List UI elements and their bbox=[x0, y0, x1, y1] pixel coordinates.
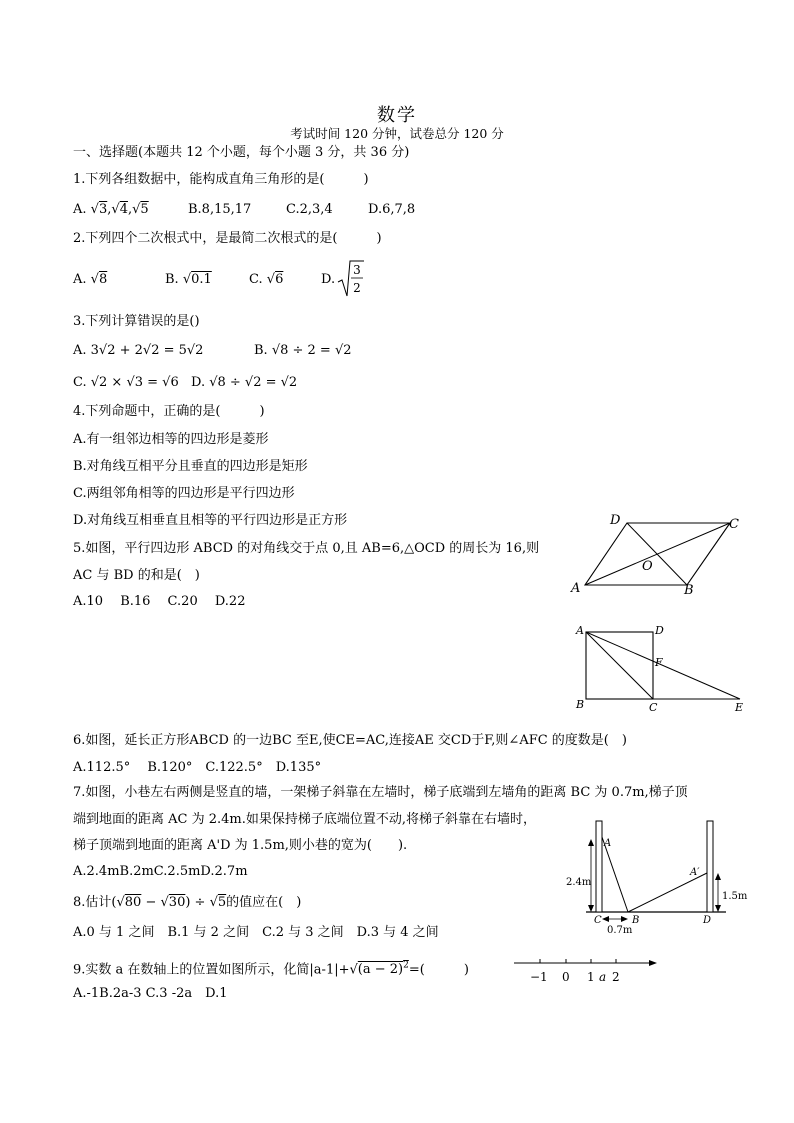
radicand: 30 bbox=[168, 895, 186, 910]
fraction-numerator: 3 bbox=[353, 263, 361, 277]
label-c: C bbox=[649, 701, 658, 714]
question-5-line-1: 5.如图，平行四边形 ABCD 的对角线交于点 0,且 AB=6,△OCD 的周长为 16,则 bbox=[73, 541, 540, 556]
label-e: E bbox=[735, 701, 744, 714]
radicand: 80 bbox=[124, 895, 142, 910]
question-9-stem bbox=[73, 958, 469, 978]
question-8-stem: 8.估计(√80 − √30) ÷ √5的值应在( ) bbox=[73, 895, 302, 910]
tick-0: 0 bbox=[562, 970, 570, 984]
question-7-line-1: 7.如图，小巷左右两侧是竖直的墙，一架梯子斜靠在左墙时，梯子底端到左墙角的距离 BC 为 0.7m,梯子顶 bbox=[73, 785, 688, 800]
number-line-figure bbox=[510, 953, 660, 987]
label-a: A bbox=[571, 581, 581, 596]
question-3-option-c: C. √2 × √3 = √6 bbox=[73, 375, 179, 390]
radicand: 6 bbox=[275, 272, 284, 287]
option-label: A. bbox=[73, 202, 87, 217]
label-b: B bbox=[684, 583, 694, 598]
option-label: B. bbox=[165, 272, 179, 287]
radical: √6 bbox=[266, 272, 284, 287]
question-1-option-a: A. √3,√4,√5 bbox=[73, 202, 149, 217]
question-5-line-2: AC 与 BD 的和是( ) bbox=[73, 568, 200, 583]
stem-prefix: 9.实数 a 在数轴上的位置如图所示，化简|a-1|+ bbox=[73, 962, 350, 978]
option-label: C. bbox=[249, 272, 263, 287]
option-label: A. bbox=[73, 272, 87, 287]
tick-minus-1: −1 bbox=[530, 970, 548, 984]
exam-info: 考试时间 120 分钟，试卷总分 120 分 bbox=[290, 126, 504, 141]
parallelogram-figure bbox=[565, 510, 755, 600]
label-d: D bbox=[703, 915, 712, 926]
radicand: 5 bbox=[140, 202, 149, 217]
question-9-options: A.-1B.2a-3 C.3 -2a D.1 bbox=[73, 986, 228, 1001]
label-o: O bbox=[642, 559, 653, 574]
label-b: B bbox=[632, 915, 640, 926]
square-extension-figure bbox=[570, 620, 755, 715]
tick-2: 2 bbox=[612, 970, 620, 984]
question-2-option-d-fraction-radical bbox=[336, 258, 366, 300]
label-d: D bbox=[610, 513, 621, 528]
radical: √8 bbox=[90, 272, 108, 287]
question-7-options: A.2.4mB.2mC.2.5mD.2.7m bbox=[73, 864, 248, 879]
question-3-option-b: B. √8 ÷ 2 = √2 bbox=[254, 343, 352, 358]
label-d: D bbox=[655, 624, 664, 637]
question-4-option-b: B.对角线互相平分且垂直的四边形是矩形 bbox=[73, 459, 308, 474]
radicand-base: (a − 2) bbox=[357, 962, 404, 978]
question-3-option-d: D. √8 ÷ √2 = √2 bbox=[191, 375, 298, 390]
question-3-stem: 3.下列计算错误的是() bbox=[73, 314, 200, 329]
question-2-option-d-label: D. bbox=[321, 272, 336, 287]
question-1-option-d: D.6,7,8 bbox=[368, 202, 416, 217]
radicand: 5 bbox=[217, 895, 227, 910]
stem-suffix: =( ) bbox=[408, 962, 469, 978]
section-heading: 一、选择题(本题共 12 个小题，每个小题 3 分，共 36 分) bbox=[73, 145, 410, 160]
stem-suffix: 的值应在( ) bbox=[226, 895, 302, 910]
width-0-7m: 0.7m bbox=[607, 925, 633, 936]
height-2-4m: 2.4m bbox=[566, 877, 592, 888]
radicand bbox=[358, 962, 409, 977]
question-8-options: A.0 与 1 之间 B.1 与 2 之间 C.2 与 3 之间 D.3 与 4 之间 bbox=[73, 925, 439, 940]
question-7-line-3: 梯子顶端到地面的距离 A'D 为 1.5m,则小巷的宽为( ). bbox=[73, 838, 408, 853]
question-5-options: A.10 B.16 C.20 D.22 bbox=[73, 594, 246, 609]
label-a: A bbox=[576, 624, 584, 637]
radical: √0.1 bbox=[182, 272, 212, 287]
question-6-stem: 6.如图，延长正方形ABCD 的一边BC 至E,使CE=AC,连接AE 交CD于F,则∠AFC 的度数是( ) bbox=[73, 733, 627, 748]
radicand: 0.1 bbox=[191, 272, 212, 287]
question-2-stem: 2.下列四个二次根式中，是最简二次根式的是( ) bbox=[73, 231, 382, 246]
question-7-line-2: 端到地面的距离 AC 为 2.4m.如果保持梯子底端位置不动,将梯子斜靠在右墙时， bbox=[73, 812, 536, 827]
tick-1: 1 bbox=[587, 970, 595, 984]
question-4-stem: 4.下列命题中，正确的是( ) bbox=[73, 404, 265, 419]
label-f: F bbox=[655, 656, 663, 669]
radicand: 3 bbox=[98, 202, 108, 217]
label-a-prime: A′ bbox=[690, 867, 700, 878]
radical: √4 bbox=[111, 202, 128, 217]
radicand: 4 bbox=[119, 202, 128, 217]
radical: √3 bbox=[90, 202, 108, 217]
point-a: a bbox=[599, 970, 607, 984]
question-2-option-b bbox=[165, 272, 212, 288]
label-c: C bbox=[729, 517, 739, 532]
page-title: 数学 bbox=[377, 105, 417, 126]
radical: √30 bbox=[160, 895, 186, 910]
label-c: C bbox=[594, 915, 602, 926]
radical: √5 bbox=[132, 202, 149, 217]
height-1-5m: 1.5m bbox=[722, 891, 748, 902]
fraction-denominator: 2 bbox=[353, 281, 361, 295]
question-1-option-b: B.8,15,17 bbox=[188, 202, 252, 217]
question-6-options: A.112.5° B.120° C.122.5° D.135° bbox=[73, 760, 322, 775]
ladder-alley-figure bbox=[560, 815, 760, 940]
exponent: 2 bbox=[403, 961, 409, 971]
radical: $√(a - 2)^2$ bbox=[349, 961, 409, 978]
radicand: 8 bbox=[98, 272, 108, 287]
question-4-option-d: D.对角线互相垂直且相等的平行四边形是正方形 bbox=[73, 513, 348, 528]
question-1-option-c: C.2,3,4 bbox=[286, 202, 333, 217]
question-1-stem: 1.下列各组数据中，能构成直角三角形的是( ) bbox=[73, 172, 369, 187]
radical: √5 bbox=[209, 895, 227, 910]
radical: √80 bbox=[116, 895, 142, 910]
question-3-option-a: A. 3√2 + 2√2 = 5√2 bbox=[73, 343, 204, 358]
label-a: A bbox=[604, 838, 612, 849]
question-4-option-c: C.两组邻角相等的四边形是平行四边形 bbox=[73, 486, 295, 501]
question-2-option-a bbox=[73, 272, 107, 288]
question-2-option-c bbox=[249, 272, 283, 288]
stem-prefix: 8.估计 bbox=[73, 895, 112, 910]
label-b: B bbox=[576, 698, 585, 711]
question-4-option-a: A.有一组邻边相等的四边形是菱形 bbox=[73, 432, 269, 447]
